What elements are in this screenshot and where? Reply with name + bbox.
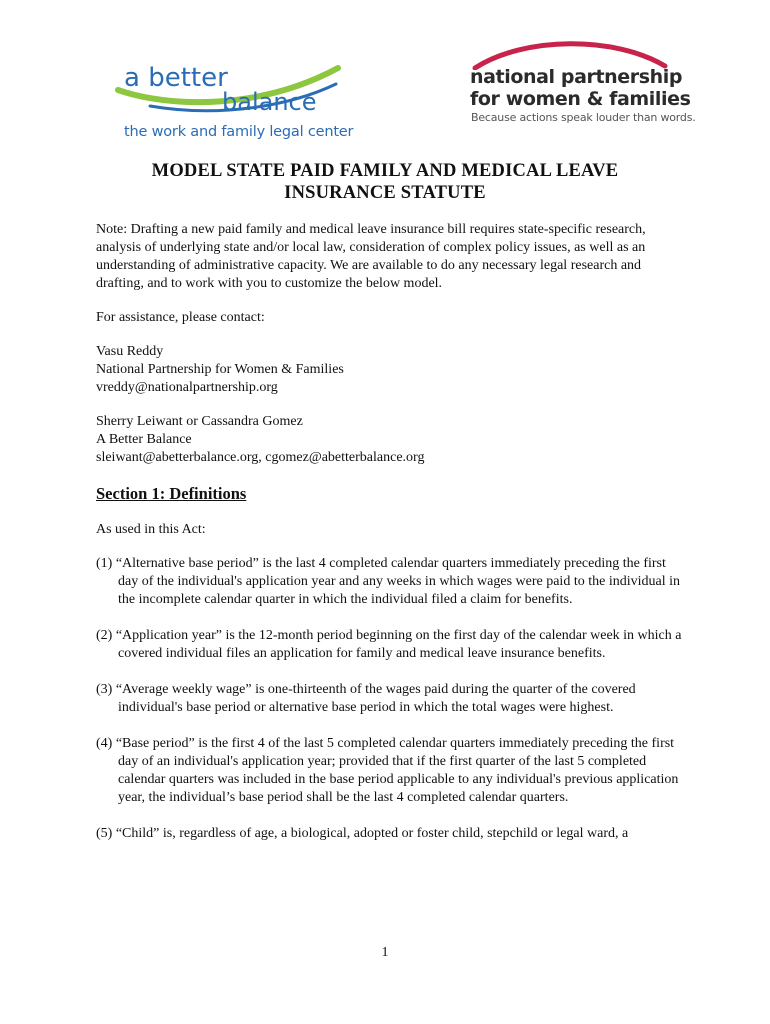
section-intro: As used in this Act: xyxy=(96,522,206,537)
contact-org: A Better Balance xyxy=(96,432,192,447)
definition-item: (5) “Child” is, regardless of age, a biological, adopted or foster child, stepchild or legal ward, a xyxy=(96,826,629,841)
drafting-note: Note: Drafting a new paid family and medical leave insurance bill requires state-specific research, analysis of underlying state and/or local law, consideration of complex policy issues, as well as an understanding of administrative capacity. We are available to do any necessary legal research and drafting, and to work with you to customize the below model. xyxy=(96,222,646,291)
section-heading: Section 1: Definitions xyxy=(96,484,247,503)
document-body xyxy=(96,221,686,861)
abb-line1: a better xyxy=(124,63,228,93)
contact-name: Vasu Reddy xyxy=(96,344,164,359)
page-number: 1 xyxy=(381,945,389,960)
a-better-balance-logo xyxy=(110,48,354,148)
contact-name: Sherry Leiwant or Cassandra Gomez xyxy=(96,414,303,429)
title-line-1: MODEL STATE PAID FAMILY AND MEDICAL LEAVE xyxy=(151,161,619,181)
contact-block xyxy=(96,413,686,467)
npwf-line2: for women & families xyxy=(470,88,691,110)
title-line-2: INSURANCE STATUTE xyxy=(284,183,486,203)
contact-org: National Partnership for Women & Families xyxy=(96,362,344,377)
national-partnership-logo xyxy=(465,40,696,130)
contact-email[interactable]: sleiwant@abetterbalance.org, cgomez@abetterbalance.org xyxy=(96,450,425,465)
abb-line2: balance xyxy=(222,88,317,116)
a-better-balance-swoosh xyxy=(110,48,350,128)
contact-block xyxy=(96,343,686,397)
abb-tagline: the work and family legal center xyxy=(124,124,354,140)
definition-item: (4) “Base period” is the first 4 of the last 5 completed calendar quarters immediately preceding the first day of an individual's application year; provided that if the first quarter of the last 5 completed calendar quarters was included in the base period applicable to any individual's previous application year, the individual’s base period shall be the last 4 completed calendar quarters. xyxy=(96,736,679,805)
definition-item: (1) “Alternative base period” is the last 4 completed calendar quarters immediately preceding the first day of the individual's application year and any weeks in which wages were paid to the individual in the incomplete calendar quarter in which the individual filed a claim for benefits. xyxy=(96,556,680,607)
assistance-text: For assistance, please contact: xyxy=(96,310,265,325)
npwf-tagline: Because actions speak louder than words. xyxy=(471,111,696,124)
definition-item: (2) “Application year” is the 12-month period beginning on the first day of the calendar week in which a covered individual files an application for family and medical leave insurance benefits. xyxy=(96,628,682,661)
definition-item: (3) “Average weekly wage” is one-thirteenth of the wages paid during the quarter of the covered individual's base period or alternative base period in which the total wages were highest. xyxy=(96,682,636,715)
npwf-line1: national partnership xyxy=(470,66,683,88)
document-title xyxy=(0,160,770,204)
contact-email[interactable]: vreddy@nationalpartnership.org xyxy=(96,380,278,395)
